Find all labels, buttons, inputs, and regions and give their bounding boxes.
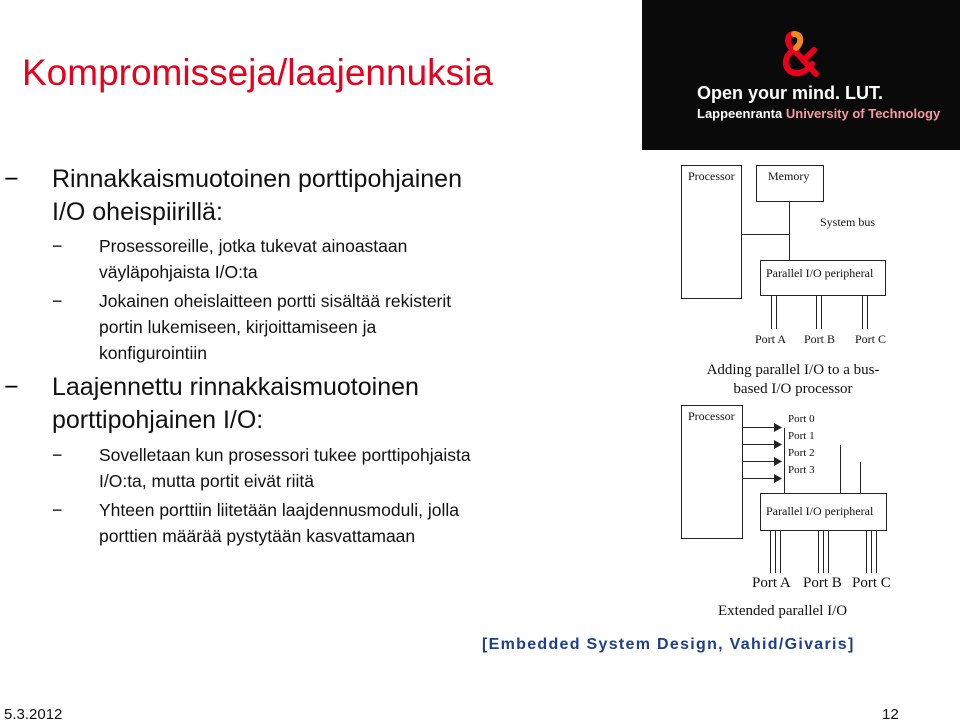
port-a-out-line xyxy=(770,531,771,573)
lut-logo xyxy=(642,0,960,150)
page-number: 12 xyxy=(882,706,899,723)
sub-bullet-dash: − xyxy=(52,291,63,311)
sub-bullet-1-2: Jokainen oheislaitteen portti sisältää rekisterit portin lukemiseen, kirjoittamiseen ja konfigurointiin xyxy=(99,291,452,363)
port-c-out-line xyxy=(876,531,877,573)
citation: [Embedded System Design, Vahid/Givaris] xyxy=(482,636,855,653)
memory-box: Memory xyxy=(756,165,824,202)
port-a-out-label: Port A xyxy=(752,575,791,591)
bullet-dash: − xyxy=(4,373,19,401)
sub-bullet-dash: − xyxy=(52,500,63,520)
port-c-line xyxy=(862,296,863,329)
bullet-2: Laajennettu rinnakkaismuotoinen porttipohjainen I/O: xyxy=(52,373,419,434)
parallel-io-peripheral-box-2: Parallel I/O peripheral xyxy=(760,493,887,531)
system-bus-line xyxy=(742,234,789,235)
bullet-dash: − xyxy=(4,165,19,193)
port-0-label: Port 0 xyxy=(788,413,815,425)
sub-bullet-dash: − xyxy=(52,445,63,465)
system-bus-label: System bus xyxy=(820,215,876,229)
processor-box-2: Processor xyxy=(681,405,743,539)
port-connect-line xyxy=(860,462,861,493)
port-b-out-line xyxy=(818,531,819,573)
diagram-bottom-caption: Extended parallel I/O xyxy=(718,603,848,619)
port-connect-line xyxy=(840,445,841,493)
bullet-1: Rinnakkaismuotoinen porttipohjainen I/O oheispiirillä: xyxy=(52,165,462,226)
port-a-label: Port A xyxy=(755,332,787,346)
port-c-out-label: Port C xyxy=(852,575,891,591)
slide-title: Kompromisseja/laajennuksia xyxy=(22,52,493,93)
port-connect-line xyxy=(784,428,785,493)
logo-slogan: Open your mind. LUT. xyxy=(697,83,884,103)
port-1-label: Port 1 xyxy=(788,430,815,442)
port-c-line xyxy=(867,296,868,329)
port-b-label: Port B xyxy=(804,332,836,346)
port-b-line xyxy=(821,296,822,329)
sub-bullet-2-2: Yhteen porttiin liitetään laajdennusmoduli, jolla porttien määrää pystytään kasvattamaan xyxy=(99,500,459,546)
sub-bullet-dash: − xyxy=(52,236,63,256)
ampersand-logo-icon xyxy=(780,28,822,78)
memory-bus-line xyxy=(789,202,790,260)
port-arrows-icon xyxy=(772,420,784,486)
port-a-line xyxy=(776,296,777,329)
parallel-io-peripheral-box: Parallel I/O peripheral xyxy=(760,260,886,296)
port-c-out-line xyxy=(866,531,867,573)
port-a-line xyxy=(771,296,772,329)
port-c-out-line xyxy=(871,531,872,573)
sub-bullet-2-1: Sovelletaan kun prosessori tukee porttipohjaista I/O:ta, mutta portit eivät riitä xyxy=(99,445,471,491)
port-b-out-line xyxy=(828,531,829,573)
port-c-label: Port C xyxy=(855,332,887,346)
logo-university: Lappeenranta University of Technology xyxy=(697,106,941,121)
port-b-out-line xyxy=(823,531,824,573)
diagram-top-caption: Adding parallel I/O to a bus- based I/O processor xyxy=(706,362,880,397)
port-b-out-label: Port B xyxy=(803,575,842,591)
processor-box: Processor xyxy=(681,165,742,299)
port-a-out-line xyxy=(780,531,781,573)
footer-date: 5.3.2012 xyxy=(4,706,63,723)
port-b-line xyxy=(816,296,817,329)
port-2-label: Port 2 xyxy=(788,447,815,459)
port-a-out-line xyxy=(775,531,776,573)
port-3-label: Port 3 xyxy=(788,464,815,476)
sub-bullet-1-1: Prosessoreille, jotka tukevat ainoastaan väyläpohjaista I/O:ta xyxy=(99,236,408,282)
